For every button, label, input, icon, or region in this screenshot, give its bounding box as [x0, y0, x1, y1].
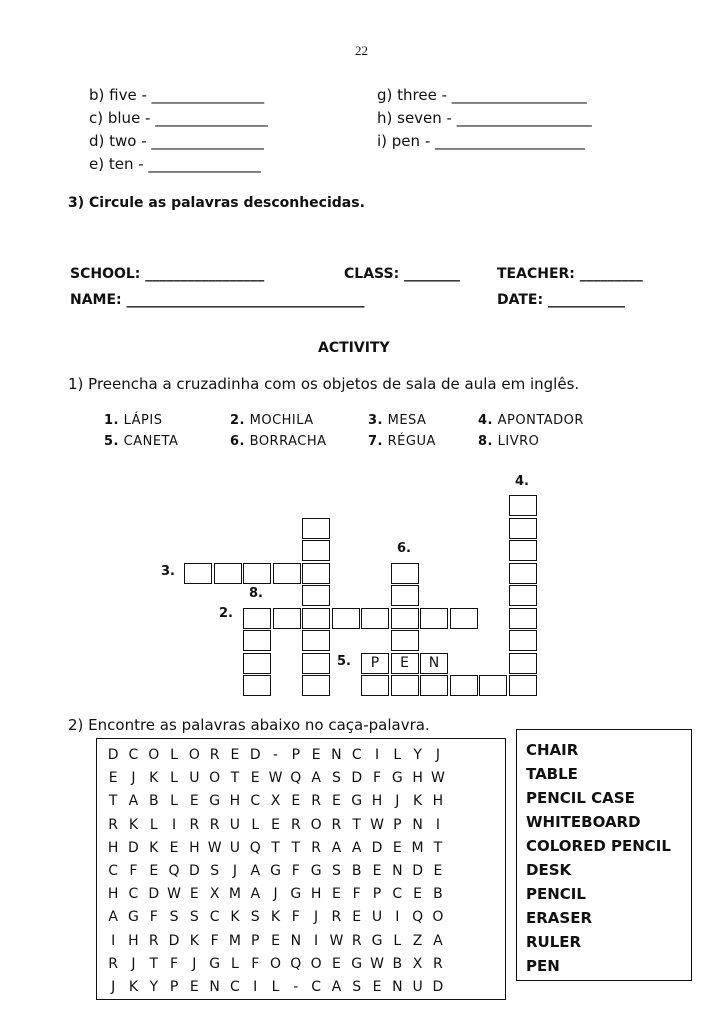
word-search-letter[interactable]: E: [271, 932, 280, 949]
word-search-letter[interactable]: O: [432, 909, 444, 926]
word-search-letter[interactable]: R: [331, 909, 342, 926]
word-search-letter[interactable]: F: [291, 909, 300, 926]
crossword-cell[interactable]: [302, 540, 330, 561]
word-search-letter[interactable]: U: [229, 839, 241, 856]
crossword-number: 6.: [397, 541, 411, 556]
word-search-letter[interactable]: U: [189, 770, 200, 787]
word-search-letter[interactable]: A: [250, 863, 261, 879]
word-search-letter[interactable]: R: [148, 932, 159, 949]
clue-item: 2. MOCHILA: [230, 413, 314, 428]
word-search-letter[interactable]: W: [207, 839, 222, 856]
word-search-letter[interactable]: A: [331, 979, 342, 995]
crossword-cell[interactable]: [509, 675, 537, 696]
word-search-letter[interactable]: C: [230, 979, 240, 995]
word-list-item: RULER: [526, 933, 582, 951]
word-search-letter[interactable]: A: [128, 793, 139, 810]
word-search-letter[interactable]: H: [107, 839, 119, 856]
word-search-letter[interactable]: R: [290, 816, 301, 833]
word-search-letter[interactable]: I: [111, 932, 116, 949]
word-search-letter[interactable]: L: [393, 747, 402, 763]
name-field: NAME: __________________________________: [70, 292, 365, 308]
word-search-letter[interactable]: E: [169, 839, 179, 856]
word-search-letter[interactable]: K: [230, 909, 240, 926]
word-search-letter[interactable]: L: [170, 747, 178, 763]
word-search-letter[interactable]: U: [229, 816, 241, 833]
word-list-item: COLORED PENCIL: [526, 837, 671, 855]
word-search-letter[interactable]: E: [108, 770, 118, 787]
clue-item: 5. CANETA: [104, 434, 179, 449]
word-search-letter[interactable]: Q: [290, 955, 302, 972]
crossword-cell[interactable]: [273, 563, 301, 584]
word-search-letter[interactable]: D: [249, 747, 261, 763]
word-search-letter[interactable]: E: [433, 863, 443, 879]
word-search-letter[interactable]: K: [149, 770, 159, 787]
word-search-letter[interactable]: X: [270, 793, 281, 810]
word-search-letter[interactable]: O: [310, 816, 322, 833]
crossword-cell[interactable]: [509, 563, 537, 584]
word-search-letter[interactable]: J: [192, 955, 197, 972]
word-search-letter[interactable]: F: [210, 932, 219, 949]
word-search-letter[interactable]: C: [108, 863, 119, 879]
crossword-cell[interactable]: [302, 563, 330, 584]
word-search-letter[interactable]: O: [188, 747, 200, 763]
crossword-cell[interactable]: [391, 675, 419, 696]
word-search-letter[interactable]: A: [108, 909, 118, 926]
word-search-letter[interactable]: X: [209, 886, 220, 903]
word-search-row: [103, 747, 448, 763]
word-search-letter[interactable]: M: [228, 886, 241, 903]
word-search-letter[interactable]: W: [370, 955, 384, 972]
word-search-row: [103, 840, 448, 856]
word-search-letter[interactable]: -: [272, 747, 279, 763]
word-search-letter[interactable]: H: [107, 886, 119, 903]
word-search-letter[interactable]: K: [128, 979, 139, 995]
crossword-cell[interactable]: [243, 653, 271, 674]
word-search-letter[interactable]: F: [372, 770, 382, 787]
clue-item: 1. LÁPIS: [104, 413, 163, 428]
vocab-item: h) seven - __________________: [377, 109, 592, 127]
clue-item: 4. APONTADOR: [478, 413, 584, 428]
word-search-letter[interactable]: G: [391, 770, 403, 787]
word-search-row: [103, 933, 448, 949]
word-search-letter[interactable]: D: [432, 979, 444, 995]
word-search-letter[interactable]: G: [351, 955, 363, 972]
school-field: SCHOOL: _________________: [70, 266, 265, 282]
crossword-cell[interactable]: [450, 675, 478, 696]
word-list-item: PENCIL CASE: [526, 789, 635, 807]
word-search-letter[interactable]: H: [229, 793, 241, 810]
word-search-letter[interactable]: S: [331, 770, 341, 787]
word-search-row: [103, 979, 448, 995]
word-search-letter[interactable]: S: [210, 863, 220, 879]
word-search-letter[interactable]: O: [209, 770, 221, 787]
word-search-letter[interactable]: I: [374, 747, 380, 763]
word-search-letter[interactable]: L: [170, 793, 178, 810]
word-list-box: [516, 729, 692, 981]
word-search-row: [103, 886, 448, 902]
word-search-letter[interactable]: G: [209, 793, 221, 810]
teacher-field: TEACHER: _________: [497, 266, 643, 282]
word-search-row: [103, 770, 448, 786]
word-search-letter[interactable]: R: [311, 793, 321, 810]
crossword-cell[interactable]: [509, 495, 537, 516]
crossword-letter: P: [361, 653, 389, 674]
word-search-letter[interactable]: N: [412, 816, 423, 833]
word-search-letter[interactable]: J: [131, 955, 136, 972]
word-search-letter[interactable]: R: [351, 932, 362, 949]
word-search-letter[interactable]: T: [352, 816, 361, 833]
word-search-letter[interactable]: C: [128, 886, 139, 903]
word-search-letter[interactable]: I: [253, 979, 258, 995]
word-search-row: [103, 956, 448, 972]
crossword-number: 4.: [515, 474, 529, 489]
word-search-letter[interactable]: E: [189, 979, 199, 995]
word-search-letter[interactable]: O: [270, 955, 282, 972]
crossword-cell[interactable]: [509, 585, 537, 606]
crossword-number: 2.: [219, 606, 233, 621]
word-search-letter[interactable]: E: [189, 886, 199, 903]
word-search-letter[interactable]: A: [311, 770, 321, 787]
word-search-letter[interactable]: I: [314, 932, 319, 949]
word-search-letter[interactable]: K: [149, 839, 159, 856]
crossword-cell[interactable]: [273, 608, 301, 629]
word-search-letter[interactable]: E: [189, 793, 199, 810]
word-search-letter[interactable]: F: [170, 955, 179, 972]
word-search-letter[interactable]: U: [412, 979, 423, 995]
crossword-number: 8.: [249, 586, 263, 601]
word-search-letter[interactable]: G: [310, 863, 322, 879]
word-search-letter[interactable]: C: [311, 979, 321, 995]
word-search-letter[interactable]: A: [250, 886, 261, 903]
word-search-letter[interactable]: E: [413, 886, 423, 903]
word-search-letter[interactable]: Q: [168, 863, 180, 879]
word-search-letter[interactable]: H: [128, 932, 139, 949]
word-search-letter[interactable]: T: [271, 839, 280, 856]
word-search-letter[interactable]: D: [412, 863, 423, 879]
word-search-letter[interactable]: L: [170, 770, 178, 787]
crossword-cell[interactable]: [302, 675, 330, 696]
word-list-item: DESK: [526, 861, 572, 879]
word-search-letter[interactable]: D: [128, 839, 139, 856]
crossword-cell[interactable]: [302, 653, 330, 674]
word-search-letter[interactable]: S: [169, 909, 179, 926]
word-search-letter[interactable]: O: [310, 955, 322, 972]
crossword-cell[interactable]: [361, 675, 389, 696]
word-search-letter[interactable]: E: [149, 863, 159, 879]
word-search-letter[interactable]: T: [149, 955, 159, 972]
word-search-letter[interactable]: B: [392, 955, 403, 972]
word-search-letter[interactable]: C: [392, 886, 403, 903]
word-search-letter[interactable]: W: [430, 770, 445, 787]
date-field: DATE: ___________: [497, 292, 625, 308]
word-search-row: [103, 817, 448, 833]
word-search-letter[interactable]: U: [371, 909, 383, 926]
word-search-letter[interactable]: L: [271, 979, 280, 995]
word-list-item: TABLE: [526, 765, 578, 783]
crossword-cell[interactable]: [509, 653, 537, 674]
word-search-letter[interactable]: B: [433, 886, 443, 903]
word-search-letter[interactable]: P: [393, 816, 402, 833]
crossword-cell[interactable]: [509, 630, 537, 651]
word-search-letter[interactable]: L: [251, 816, 260, 833]
word-search-letter[interactable]: I: [171, 816, 177, 833]
word-search-letter[interactable]: W: [268, 770, 283, 787]
word-search-letter[interactable]: W: [167, 886, 181, 903]
word-search-letter[interactable]: J: [232, 863, 237, 879]
word-search-letter[interactable]: T: [230, 770, 240, 787]
crossword-cell[interactable]: [420, 608, 448, 629]
word-search-letter[interactable]: D: [351, 770, 363, 787]
word-search-letter[interactable]: J: [395, 793, 400, 810]
word-search-letter[interactable]: C: [250, 793, 261, 810]
word-search-letter[interactable]: B: [351, 863, 362, 879]
word-search-letter[interactable]: E: [331, 886, 341, 903]
crossword-cell[interactable]: [361, 608, 389, 629]
word-search-letter[interactable]: G: [351, 793, 363, 810]
word-search-letter[interactable]: H: [310, 886, 322, 903]
crossword-cell[interactable]: [302, 630, 330, 651]
word-list-item: WHITEBOARD: [526, 813, 641, 831]
word-search-letter[interactable]: T: [108, 793, 118, 810]
word-search-letter[interactable]: P: [251, 932, 260, 949]
crossword-cell[interactable]: [184, 563, 212, 584]
word-search-letter[interactable]: G: [290, 886, 302, 903]
clue-item: 8. LIVRO: [478, 434, 540, 449]
word-search-letter[interactable]: E: [372, 863, 382, 879]
circle-instruction: 3) Circule as palavras desconhecidas.: [68, 195, 365, 211]
word-search-letter[interactable]: T: [433, 839, 443, 856]
crossword-cell[interactable]: [450, 608, 478, 629]
crossword-cell[interactable]: [509, 518, 537, 539]
word-search-letter[interactable]: G: [371, 932, 383, 949]
word-search-letter[interactable]: B: [148, 793, 159, 810]
crossword-cell[interactable]: [302, 518, 330, 539]
word-search-letter[interactable]: R: [209, 816, 220, 833]
word-list-item: PEN: [526, 957, 560, 975]
word-search-letter[interactable]: S: [250, 909, 260, 926]
word-search-letter[interactable]: K: [270, 909, 281, 926]
word-search-letter[interactable]: H: [412, 770, 423, 787]
crossword-cell[interactable]: [391, 585, 419, 606]
question-2: 2) Encontre as palavras abaixo no caça-palavra.: [68, 716, 430, 734]
word-search-letter[interactable]: E: [331, 793, 341, 810]
crossword-cell[interactable]: [243, 563, 271, 584]
word-search-letter[interactable]: N: [331, 747, 342, 763]
question-1: 1) Preencha a cruzadinha com os objetos de sala de aula em inglês.: [68, 375, 580, 393]
word-search-letter[interactable]: A: [331, 839, 342, 856]
word-search-letter[interactable]: A: [351, 839, 362, 856]
word-search-letter[interactable]: W: [329, 932, 344, 949]
word-search-letter[interactable]: S: [352, 979, 362, 995]
word-list-item: PENCIL: [526, 885, 586, 903]
word-search-letter[interactable]: C: [128, 747, 139, 763]
word-search-letter[interactable]: R: [209, 747, 220, 763]
clue-item: 3. MESA: [368, 413, 427, 428]
word-search-letter[interactable]: -: [293, 979, 299, 995]
word-search-letter[interactable]: E: [271, 816, 280, 833]
word-search-letter[interactable]: N: [392, 979, 403, 995]
crossword-cell[interactable]: [243, 630, 271, 651]
word-search-letter[interactable]: S: [331, 863, 341, 879]
word-search-letter[interactable]: F: [352, 886, 361, 903]
vocab-item: d) two - _______________: [89, 132, 264, 150]
word-search-letter[interactable]: E: [352, 909, 362, 926]
clue-item: 7. RÉGUA: [368, 434, 436, 449]
word-search-letter[interactable]: M: [411, 839, 424, 856]
word-search-letter[interactable]: C: [209, 909, 220, 926]
word-search-row: [103, 793, 448, 809]
word-search-letter[interactable]: R: [108, 955, 119, 972]
crossword-cell[interactable]: [391, 563, 419, 584]
crossword-cell[interactable]: [420, 675, 448, 696]
word-search-row: [103, 863, 448, 879]
word-search-letter[interactable]: K: [413, 793, 423, 810]
word-search-letter[interactable]: G: [209, 955, 221, 972]
crossword-cell[interactable]: [479, 675, 507, 696]
word-search-letter[interactable]: D: [168, 932, 180, 949]
word-search-letter[interactable]: D: [148, 886, 160, 903]
word-search-letter[interactable]: L: [231, 955, 239, 972]
word-search-letter[interactable]: Z: [412, 932, 423, 949]
word-search-letter[interactable]: C: [351, 747, 362, 763]
crossword-cell[interactable]: [302, 608, 330, 629]
word-search-letter[interactable]: P: [169, 979, 179, 995]
crossword-number: 5.: [337, 654, 351, 669]
crossword-cell[interactable]: [509, 608, 537, 629]
activity-title: ACTIVITY: [318, 340, 390, 356]
word-search-letter[interactable]: R: [331, 816, 342, 833]
word-search-letter[interactable]: E: [372, 979, 382, 995]
word-search-letter[interactable]: L: [149, 816, 158, 833]
word-search-letter[interactable]: G: [128, 909, 139, 926]
word-search-letter[interactable]: N: [290, 932, 302, 949]
word-search-letter[interactable]: A: [433, 932, 443, 949]
word-search-letter[interactable]: D: [107, 747, 119, 763]
crossword-letter: E: [391, 653, 419, 674]
crossword-cell[interactable]: [302, 585, 330, 606]
vocab-item: e) ten - _______________: [89, 155, 261, 173]
word-search-letter[interactable]: E: [392, 839, 402, 856]
vocab-item: c) blue - _______________: [89, 109, 268, 127]
crossword-letter: N: [420, 653, 448, 674]
crossword-cell[interactable]: [243, 608, 271, 629]
word-search-letter[interactable]: Y: [413, 747, 422, 763]
word-search-letter[interactable]: K: [189, 932, 199, 949]
word-search-row: [103, 909, 448, 925]
word-search-letter[interactable]: R: [108, 816, 119, 833]
word-search-letter[interactable]: J: [131, 770, 136, 787]
crossword-cell[interactable]: [509, 540, 537, 561]
vocab-item: i) pen - ____________________: [377, 132, 585, 150]
word-search-letter[interactable]: P: [291, 747, 301, 763]
word-search-letter[interactable]: R: [433, 955, 443, 972]
vocab-item: b) five - _______________: [89, 86, 265, 104]
word-search-letter[interactable]: I: [435, 816, 440, 833]
crossword-cell[interactable]: [391, 630, 419, 651]
crossword-cell[interactable]: [332, 608, 360, 629]
word-search-letter[interactable]: K: [128, 816, 139, 833]
word-search-letter[interactable]: S: [189, 909, 199, 926]
class-field: CLASS: ________: [344, 266, 461, 282]
word-search-letter[interactable]: D: [371, 839, 383, 856]
word-search-letter[interactable]: E: [331, 955, 341, 972]
word-search-letter[interactable]: I: [395, 909, 400, 926]
word-search-letter[interactable]: H: [189, 839, 200, 856]
word-search-letter[interactable]: F: [149, 909, 158, 926]
word-list-item: CHAIR: [526, 741, 579, 759]
word-search-letter[interactable]: E: [311, 747, 321, 763]
word-search-letter[interactable]: Q: [412, 909, 424, 926]
word-search-letter[interactable]: E: [250, 770, 260, 787]
word-search-letter[interactable]: N: [392, 863, 403, 879]
word-search-letter[interactable]: L: [393, 932, 402, 949]
word-search-letter[interactable]: P: [372, 886, 382, 903]
word-search-letter[interactable]: J: [314, 909, 319, 926]
word-search-grid: [96, 738, 506, 1000]
word-search-letter[interactable]: O: [148, 747, 160, 763]
crossword-number: 3.: [161, 564, 175, 579]
word-search-letter[interactable]: R: [189, 816, 200, 833]
page-number: 22: [355, 43, 368, 58]
crossword-cell[interactable]: [391, 608, 419, 629]
word-search-letter[interactable]: Q: [290, 770, 302, 787]
word-search-letter[interactable]: N: [209, 979, 220, 995]
word-search-letter[interactable]: D: [188, 863, 200, 879]
word-search-letter[interactable]: F: [251, 955, 260, 972]
word-search-letter[interactable]: Q: [249, 839, 261, 856]
word-search-letter[interactable]: F: [291, 863, 300, 879]
word-list-item: ERASER: [526, 909, 593, 927]
word-search-letter[interactable]: J: [435, 747, 440, 763]
word-search-letter[interactable]: J: [273, 886, 278, 903]
word-search-letter[interactable]: H: [371, 793, 383, 810]
word-search-letter[interactable]: F: [129, 863, 138, 879]
word-search-letter[interactable]: E: [291, 793, 301, 810]
word-search-letter[interactable]: G: [270, 863, 281, 879]
word-search-letter[interactable]: H: [432, 793, 444, 810]
word-search-letter[interactable]: R: [311, 839, 321, 856]
crossword-cell[interactable]: [243, 675, 271, 696]
crossword-cell[interactable]: [214, 563, 242, 584]
word-search-letter[interactable]: X: [412, 955, 423, 972]
word-search-letter[interactable]: M: [228, 932, 241, 949]
vocab-item: g) three - __________________: [377, 86, 587, 104]
word-search-letter[interactable]: J: [111, 979, 116, 995]
word-search-letter[interactable]: W: [370, 816, 384, 833]
word-search-letter[interactable]: E: [230, 747, 240, 763]
word-search-letter[interactable]: Y: [149, 979, 159, 995]
word-search-letter[interactable]: T: [291, 839, 301, 856]
clue-item: 6. BORRACHA: [230, 434, 327, 449]
